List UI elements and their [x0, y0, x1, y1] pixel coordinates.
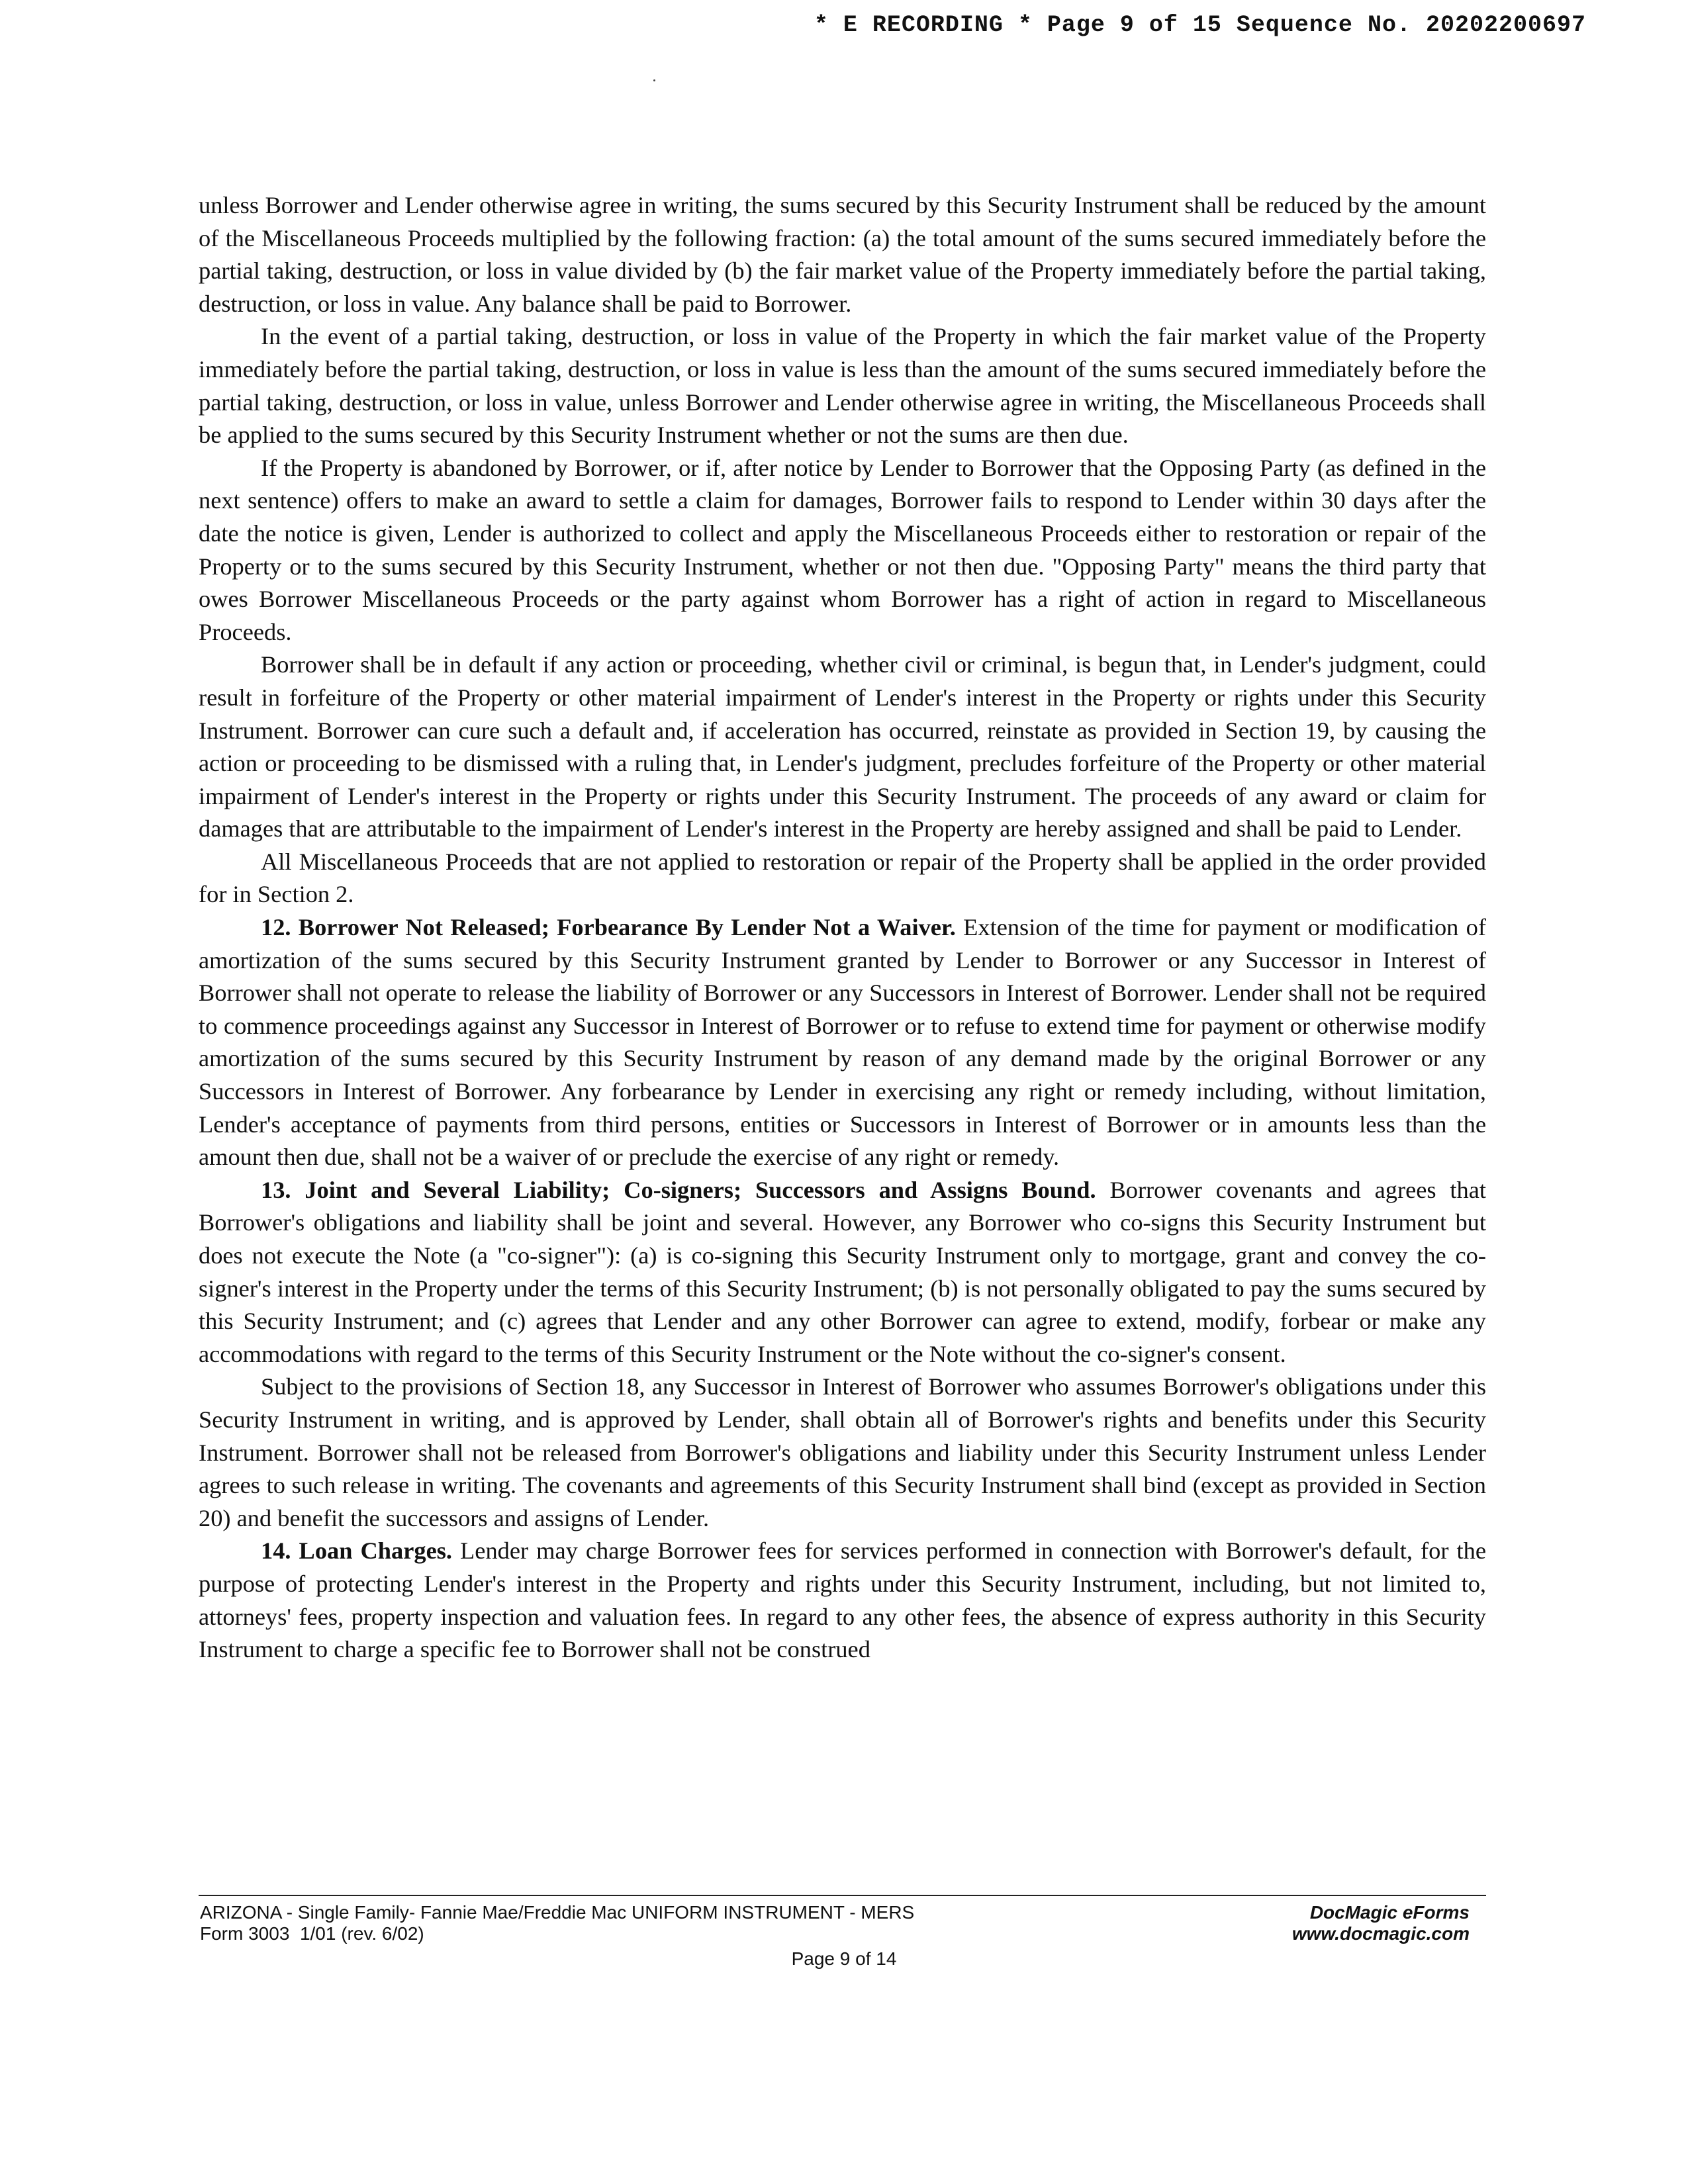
section-14: [199, 1535, 1486, 1666]
section-12-text: Extension of the time for payment or modification of amortization of the sums secured by this Security Instrument granted by Lender to Borrower or any Successor in Interest of Borrower shall not operate to release the liability of Borrower or any Successors in Interest of Borrower. Lender shall not be required to commence proceedings against any Successor in Interest of Borrower or to refuse to extend time for payment or otherwise modify amortization of the sums secured by this Security Instrument by reason of any demand made by the original Borrower or any Successors in Interest of Borrower. Any forbearance by Lender in exercising any right or remedy including, without limitation, Lender's acceptance of payments from third persons, entities or Successors in Interest of Borrower or in amounts less than the amount then due, shall not be a waiver of or preclude the exercise of any right or remedy.: [199, 914, 1486, 1171]
page-number: Page 9 of 14: [791, 1948, 897, 1969]
scan-speck: [653, 79, 655, 81]
section-12-heading: 12. Borrower Not Released; Forbearance By Lender Not a Waiver.: [261, 914, 956, 941]
paragraph-abandonment: If the Property is abandoned by Borrower, or if, after notice by Lender to Borrower that the Opposing Party (as defined in the next sentence) offers to make an award to settle a claim for damages, Borrower fails to respond to Lender within 30 days after the date the notice is given, Lender is authorized to collect and apply the Miscellaneous Proceeds either to restoration or repair of the Property or to the sums secured by this Security Instrument, whether or not then due. "Opposing Party" means the third party that owes Borrower Miscellaneous Proceeds or the party against whom Borrower has a right of action in regard to Miscellaneous Proceeds.: [199, 454, 1486, 645]
section-14-heading: 14. Loan Charges.: [261, 1537, 452, 1565]
section-14-text: Lender may charge Borrower fees for services performed in connection with Borrower's default, for the purpose of protecting Lender's interest in the Property and rights under this Security Instrument, including, but not limited to, attorneys' fees, property inspection and valuation fees. In regard to any other fees, the absence of express authority in this Security Instrument to charge a specific fee to Borrower shall not be construed: [199, 1537, 1486, 1663]
paragraph-partial-taking: In the event of a partial taking, destruction, or loss in value of the Property in which the fair market value of the Property immediately before the partial taking, destruction, or loss in value is less than the amount of the sums secured immediately before the partial taking, destruction, or loss in value, unless Borrower and Lender otherwise agree in writing, the Miscellaneous Proceeds shall be applied to the sums secured by this Security Instrument whether or not the sums are then due.: [199, 323, 1486, 449]
footer-divider: [199, 1895, 1486, 1896]
section-13: [199, 1174, 1486, 1371]
brand-name: DocMagic eForms: [1309, 1902, 1470, 1923]
paragraph-continuation: unless Borrower and Lender otherwise agree in writing, the sums secured by this Security Instrument shall be reduced by the amount of the Miscellaneous Proceeds multiplied by the following fraction: (a) the total amount of the sums secured immediately before the partial taking, destruction, or loss in value divided by (b) the fair market value of the Property immediately before the partial taking, destruction, or loss in value. Any balance shall be paid to Borrower.: [199, 192, 1486, 317]
section-12: [199, 911, 1486, 1174]
paragraph-successors: Subject to the provisions of Section 18, any Successor in Interest of Borrower who assumes Borrower's obligations under this Security Instrument in writing, and is approved by Lender, shall obtain all of Borrower's rights and benefits under this Security Instrument. Borrower shall not be released from Borrower's obligations and liability under this Security Instrument unless Lender agrees to such release in writing. The covenants and agreements of this Security Instrument shall bind (except as provided in Section 20) and benefit the successors and assigns of Lender.: [199, 1373, 1486, 1531]
form-identification: [200, 1902, 914, 1944]
paragraph-default: Borrower shall be in default if any action or proceeding, whether civil or criminal, is begun that, in Lender's judgment, could result in forfeiture of the Property or other material impairment of Lender's interest in the Property or rights under this Security Instrument. Borrower can cure such a default and, if acceleration has occurred, reinstate as provided in Section 19, by causing the action or proceeding to be dismissed with a ruling that, in Lender's judgment, precludes forfeiture of the Property or other material impairment of Lender's interest in the Property or rights under this Security Instrument. The proceeds of any award or claim for damages that are attributable to the impairment of Lender's interest in the Property are hereby assigned and shall be paid to Lender.: [199, 651, 1486, 842]
section-13-text: Borrower covenants and agrees that Borrower's obligations and liability shall be joint and several. However, any Borrower who co-signs this Security Instrument but does not execute the Note (a "co-signer"): (a) is co-signing this Security Instrument only to mortgage, grant and convey the co-signer's interest in the Property under the terms of this Security Instrument; (b) is not personally obligated to pay the sums secured by this Security Instrument; and (c) agrees that Lender and any other Borrower can agree to extend, modify, forbear or make any accommodations with regard to the terms of this Security Instrument or the Note without the co-signer's consent.: [199, 1176, 1486, 1367]
form-number: Form 3003 1/01 (rev. 6/02): [200, 1923, 424, 1944]
section-13-heading: 13. Joint and Several Liability; Co-signers; Successors and Assigns Bound.: [261, 1176, 1096, 1203]
brand-website: www.docmagic.com: [1291, 1923, 1470, 1944]
form-title: ARIZONA - Single Family- Fannie Mae/Freddie Mac UNIFORM INSTRUMENT - MERS: [200, 1902, 915, 1923]
recording-stamp: * E RECORDING * Page 9 of 15 Sequence No. 20202200697: [814, 12, 1586, 38]
paragraph-misc-proceeds: All Miscellaneous Proceeds that are not applied to restoration or repair of the Property shall be applied in the order provided for in Section 2.: [199, 848, 1486, 908]
document-body: [199, 189, 1486, 1666]
docmagic-branding: [1292, 1902, 1470, 1944]
